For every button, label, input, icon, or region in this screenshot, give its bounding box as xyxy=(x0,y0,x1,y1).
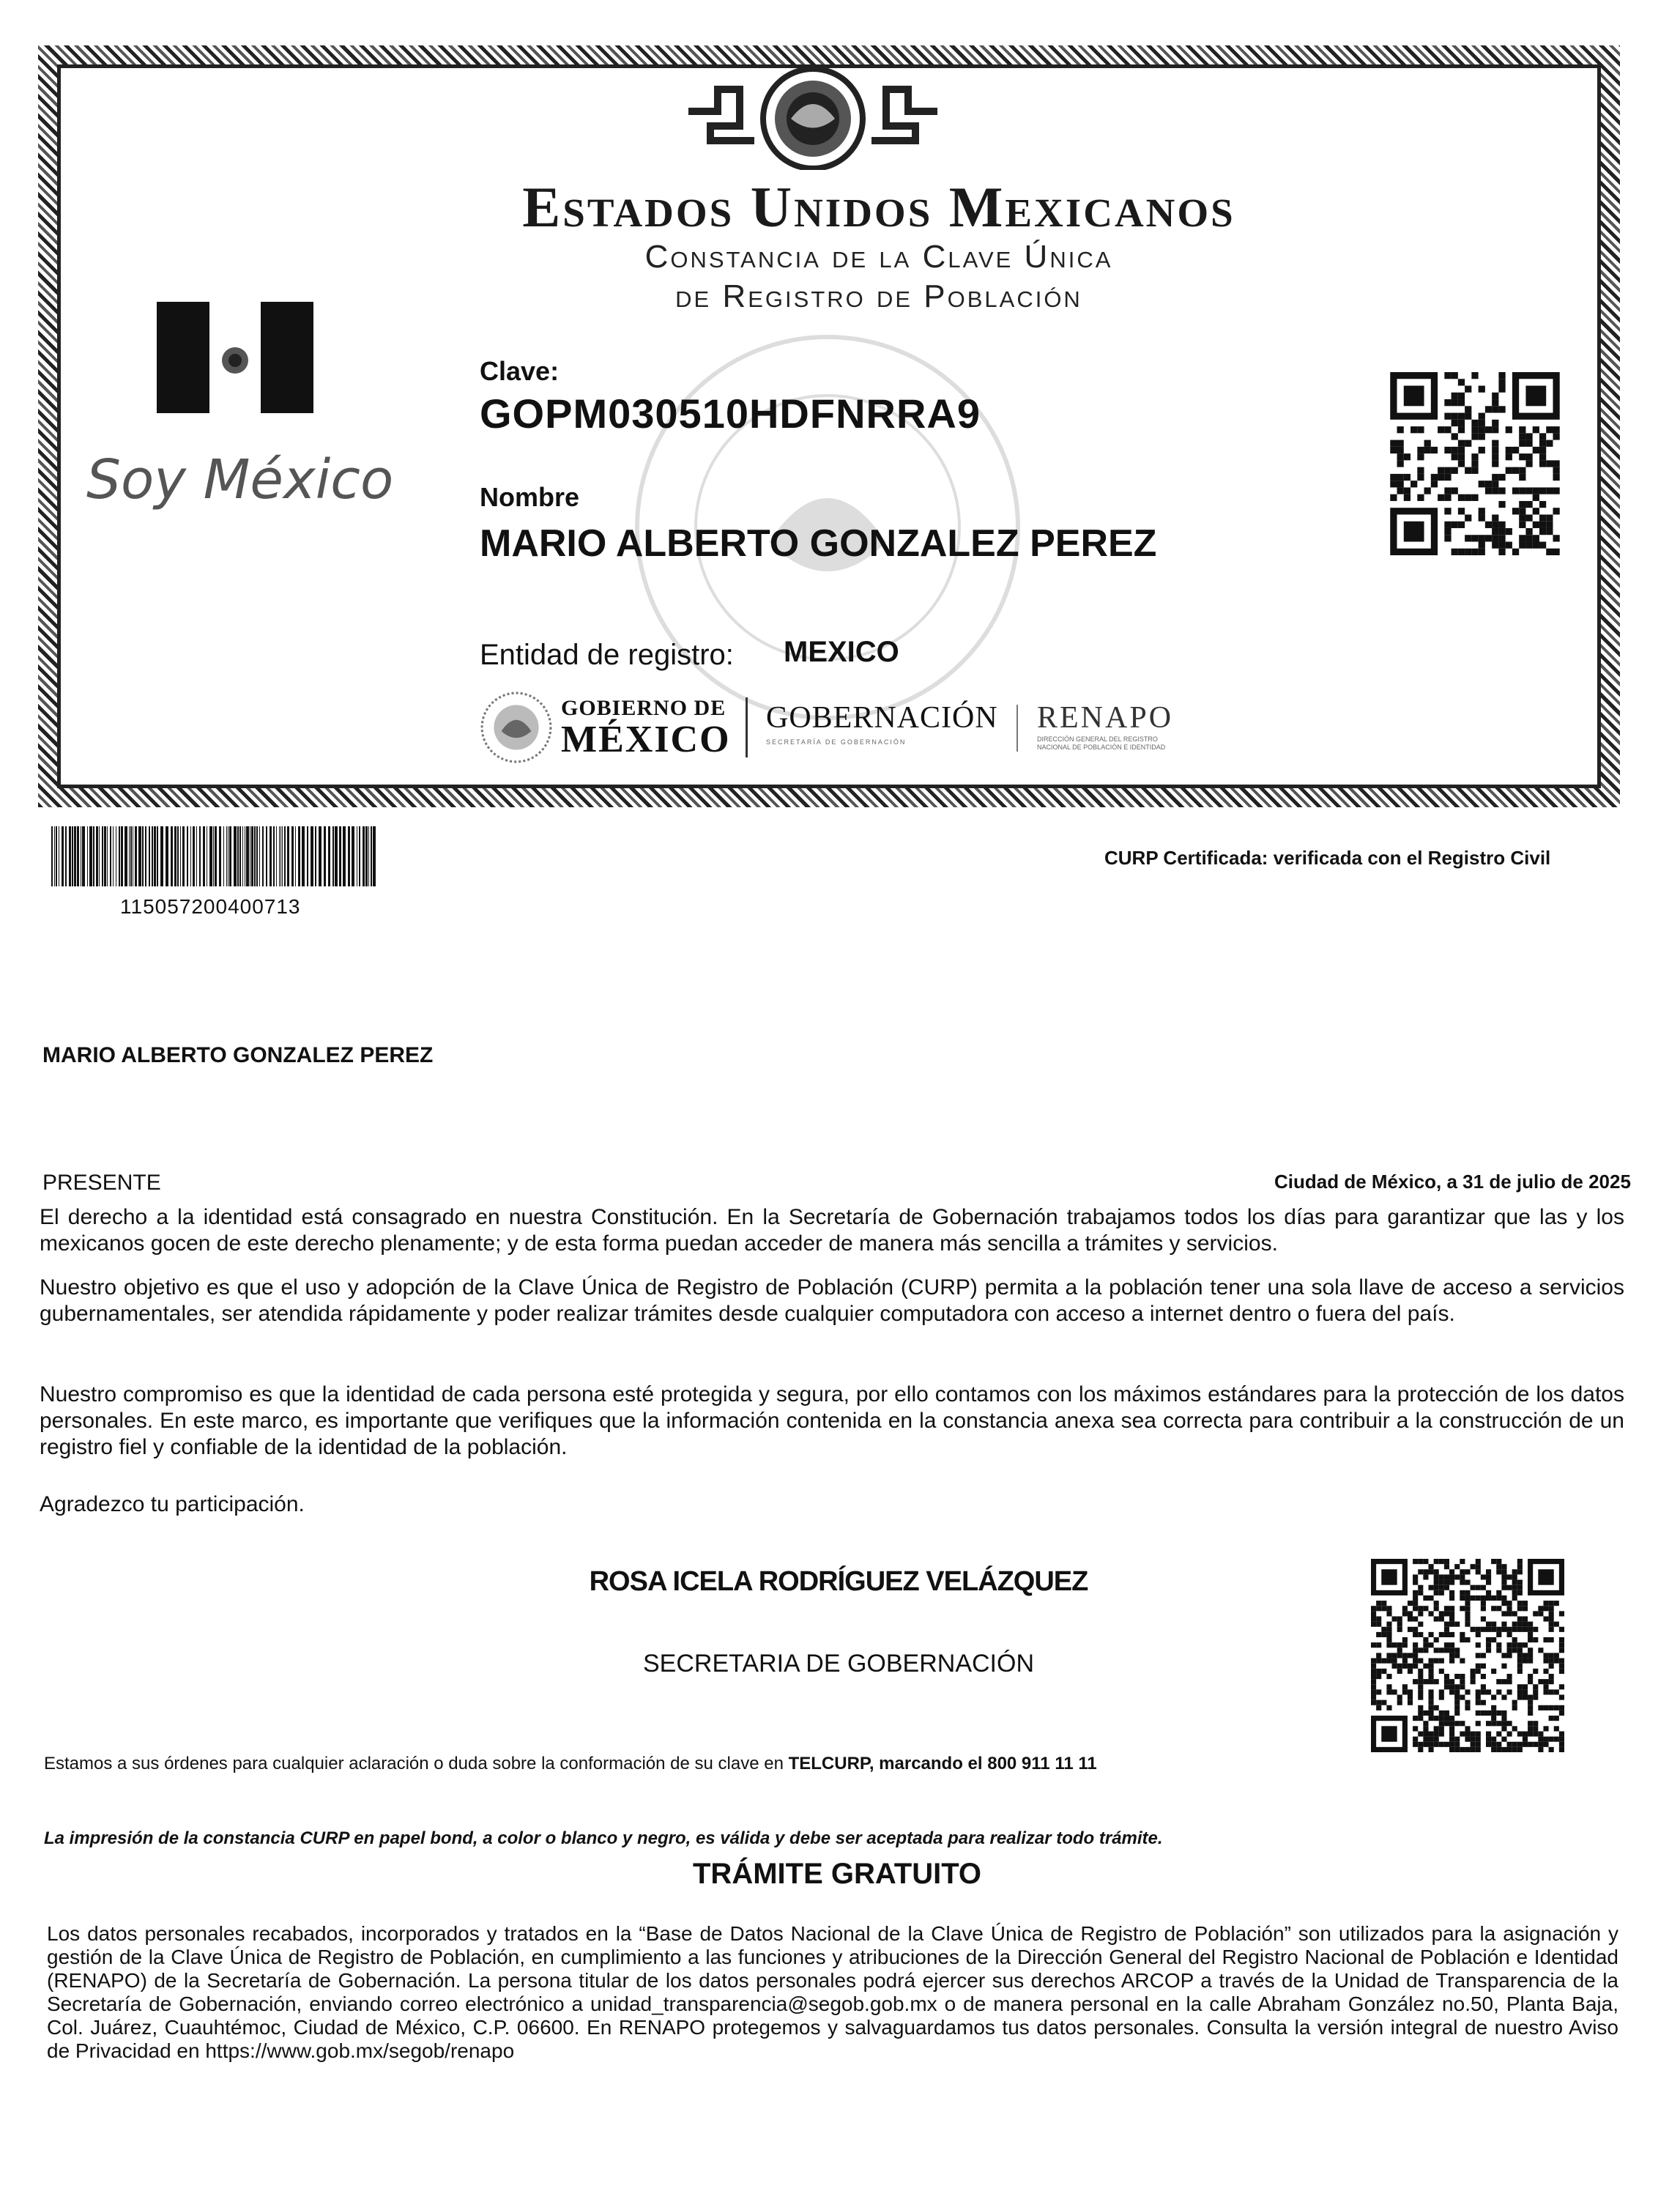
clave-label: Clave: xyxy=(480,356,560,386)
mexican-flag-icon xyxy=(157,302,313,413)
renapo-logo: RENAPO xyxy=(1037,701,1174,735)
renapo-subtext: DIRECCIÓN GENERAL DEL REGISTRO NACIONAL DE POBLACIÓN E IDENTIDAD xyxy=(1037,735,1166,751)
paragraph-identity-right: El derecho a la identidad está consagrado en nuestra Constitución. En la Secretaría de Gobernación trabajamos todos los días para garantizar que las y los mexicanos gocen de este derecho plenamente; y de esta forma puedan acceder de manera más sencilla a trámites y servicios. xyxy=(40,1205,1624,1256)
logo-divider xyxy=(1016,705,1018,752)
paragraph-objective: Nuestro objetivo es que el uso y adopción de la Clave Única de Registro de Población (CURP) permita a la población tener una sola llave de acceso a servicios gubernamentales, ser atendida rápidamente y poder realizar trámites desde cualquier computadora con acceso a internet dentro o fuera del país. xyxy=(40,1275,1624,1326)
gobernacion-subtext: SECRETARÍA DE GOBERNACIÓN xyxy=(766,738,907,746)
recipient-name: MARIO ALBERTO GONZALEZ PEREZ xyxy=(42,1043,434,1067)
gov-emblem-icon xyxy=(479,690,554,765)
mexico-logo-text: MÉXICO xyxy=(561,719,731,760)
certificate-subtitle-line1: Constancia de la Clave Única xyxy=(644,239,1113,275)
barcode-number: 115057200400713 xyxy=(120,895,301,918)
qr-code-icon xyxy=(1369,1559,1566,1752)
presente-label: PRESENTE xyxy=(42,1171,161,1195)
logo-divider xyxy=(746,697,748,757)
contact-line xyxy=(44,1754,1097,1774)
entidad-label: Entidad de registro: xyxy=(480,639,734,671)
certificate-subtitle-line2: de Registro de Población xyxy=(675,278,1082,314)
gobernacion-logo: GOBERNACIÓN xyxy=(766,701,998,735)
paragraph-thanks: Agradezco tu participación. xyxy=(40,1492,305,1516)
bond-validity-note: La impresión de la constancia CURP en papel bond, a color o blanco y negro, es válida y debe ser aceptada para realizar todo trámite. xyxy=(44,1828,1163,1848)
nombre-value: MARIO ALBERTO GONZALEZ PEREZ xyxy=(480,522,1157,565)
national-crest-icon xyxy=(681,60,945,170)
date-line: Ciudad de México, a 31 de julio de 2025 xyxy=(1274,1171,1631,1193)
signer-name: ROSA ICELA RODRÍGUEZ VELÁZQUEZ xyxy=(589,1566,1088,1597)
privacy-notice: Los datos personales recabados, incorporados y tratados en la “Base de Datos Nacional de la Clave Única de Registro de Población” son utilizados para la asignación y gestión de la Clave Única de Registro de Población, en cumplimiento a las funciones y atribuciones de la Dirección General del Registro Nacional de Población e Identidad (RENAPO) de la Secretaría de Gobernación. La persona titular de los datos personales podrá ejercer sus derechos ARCOP a través de la Unidad de Transparencia de la Secretaría de Gobernación, enviando correo electrónico a unidad_transparencia@segob.gob.mx o de manera personal en la calle Abraham González no.50, Planta Baja, Col. Juárez, Cuauhtémoc, Ciudad de México, C.P. 06600. En RENAPO protegemos y salvaguardamos tus datos personales. Consulta la versión integral de nuestro Aviso de Privacidad en https://www.gob.mx/segob/renapo xyxy=(47,1922,1618,2062)
certificate-title: Estados Unidos Mexicanos xyxy=(522,175,1235,239)
contact-phone: TELCURP, marcando el 800 911 11 11 xyxy=(788,1754,1097,1773)
gobierno-de-logo-text: GOBIERNO DE xyxy=(561,696,726,720)
tramite-gratuito-heading: TRÁMITE GRATUITO xyxy=(693,1858,982,1890)
soy-mexico-logo: Soy México xyxy=(86,448,394,511)
contact-text: Estamos a sus órdenes para cualquier aclaración o duda sobre la conformación de su clave en xyxy=(44,1754,789,1773)
qr-code-icon xyxy=(1390,372,1560,555)
clave-value: GOPM030510HDFNRRA9 xyxy=(480,390,981,437)
paragraph-commitment: Nuestro compromiso es que la identidad de cada persona esté protegida y segura, por ello contamos con los máximos estándares para la protección de los datos personales. En este marco, es importante que verifiques que la información contenida en la constancia anexa sea correcta para contribuir a la construcción de un registro fiel y confiable de la identidad de la población. xyxy=(40,1382,1624,1459)
barcode-icon xyxy=(51,826,378,886)
nombre-label: Nombre xyxy=(480,482,580,512)
curp-certified-note: CURP Certificada: verificada con el Registro Civil xyxy=(1104,847,1551,869)
signer-title: SECRETARIA DE GOBERNACIÓN xyxy=(642,1650,1035,1678)
entidad-value: MEXICO xyxy=(784,636,899,668)
